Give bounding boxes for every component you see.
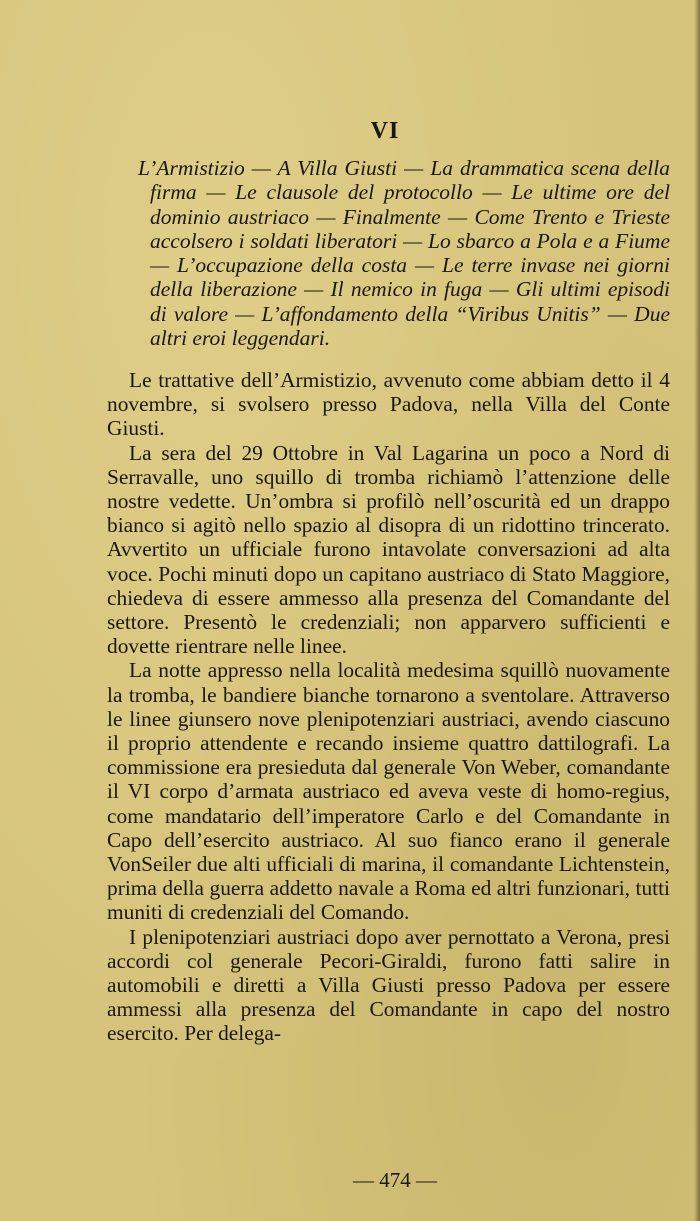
chapter-number: VI bbox=[370, 118, 400, 144]
page-number: — 474 — bbox=[353, 1168, 437, 1192]
body-text bbox=[107, 368, 670, 1046]
chapter-summary-text: L’Armistizio — A Villa Giusti — La drammatica scena della firma — Le clausole del protocollo — Le ultime ore del dominio austriaco — Finalmente — Come Trento e Trieste accolsero i soldati liberatori — Lo sbarco a Pola e a Fiume — L’occupazione della costa — Le terre invase nei giorni della liberazione — Il nemico in fuga — Gli ultimi episodi di valore — L’affondamento della “Viribus Unitis” — Due altri eroi leggendari. bbox=[138, 156, 670, 351]
paragraph: Le trattative dell’Armistizio, avvenuto come abbiam detto il 4 novembre, si svolsero presso Padova, nella Villa del Conte Giusti. bbox=[107, 368, 670, 441]
paragraph: I plenipotenziari austriaci dopo aver pernottato a Verona, presi accordi col generale Pecori-Giraldi, furono fatti salire in automobili e diretti a Villa Giusti presso Padova per essere ammessi alla presenza del Comandante in capo del nostro esercito. Per delega- bbox=[107, 924, 670, 1046]
paragraph: La sera del 29 Ottobre in Val Lagarina un poco a Nord di Serravalle, uno squillo di tromba richiamò l’attenzione delle nostre vedette. Un’ombra si profilò nell’oscurità ed un drappo bianco si agitò nello spazio al disopra di un ridottino trincerato. Avvertito un ufficiale furono intavolate conversazioni ad alta voce. Pochi minuti dopo un capitano austriaco di Stato Maggiore, chiedeva di essere ammesso alla presenza del Comandante del settore. Presentò le credenziali; non apparvero sufficienti e dovette rientrare nelle linee. bbox=[107, 440, 670, 659]
paragraph: La notte appresso nella località medesima squillò nuovamente la tromba, le bandiere bianche tornarono a sventolare. Attraverso le linee giunsero nove plenipotenziari austriaci, avendo ciascuno il proprio attendente e recando insieme quattro dattilografi. La commissione era presieduta dal generale Von Weber, comandante il VI corpo d’armata austriaco ed aveva veste di homo-regius, come mandatario dell’imperatore Carlo e del Comandante in Capo dell’esercito austriaco. Al suo fianco erano il generale VonSeiler due alti ufficiali di marina, il comandante Lichtenstein, prima della guerra addetto navale a Roma ed altri funzionari, tutti muniti di credenziali del Comando. bbox=[107, 658, 670, 925]
chapter-summary bbox=[138, 156, 670, 351]
page-edge-shadow bbox=[694, 0, 700, 1221]
